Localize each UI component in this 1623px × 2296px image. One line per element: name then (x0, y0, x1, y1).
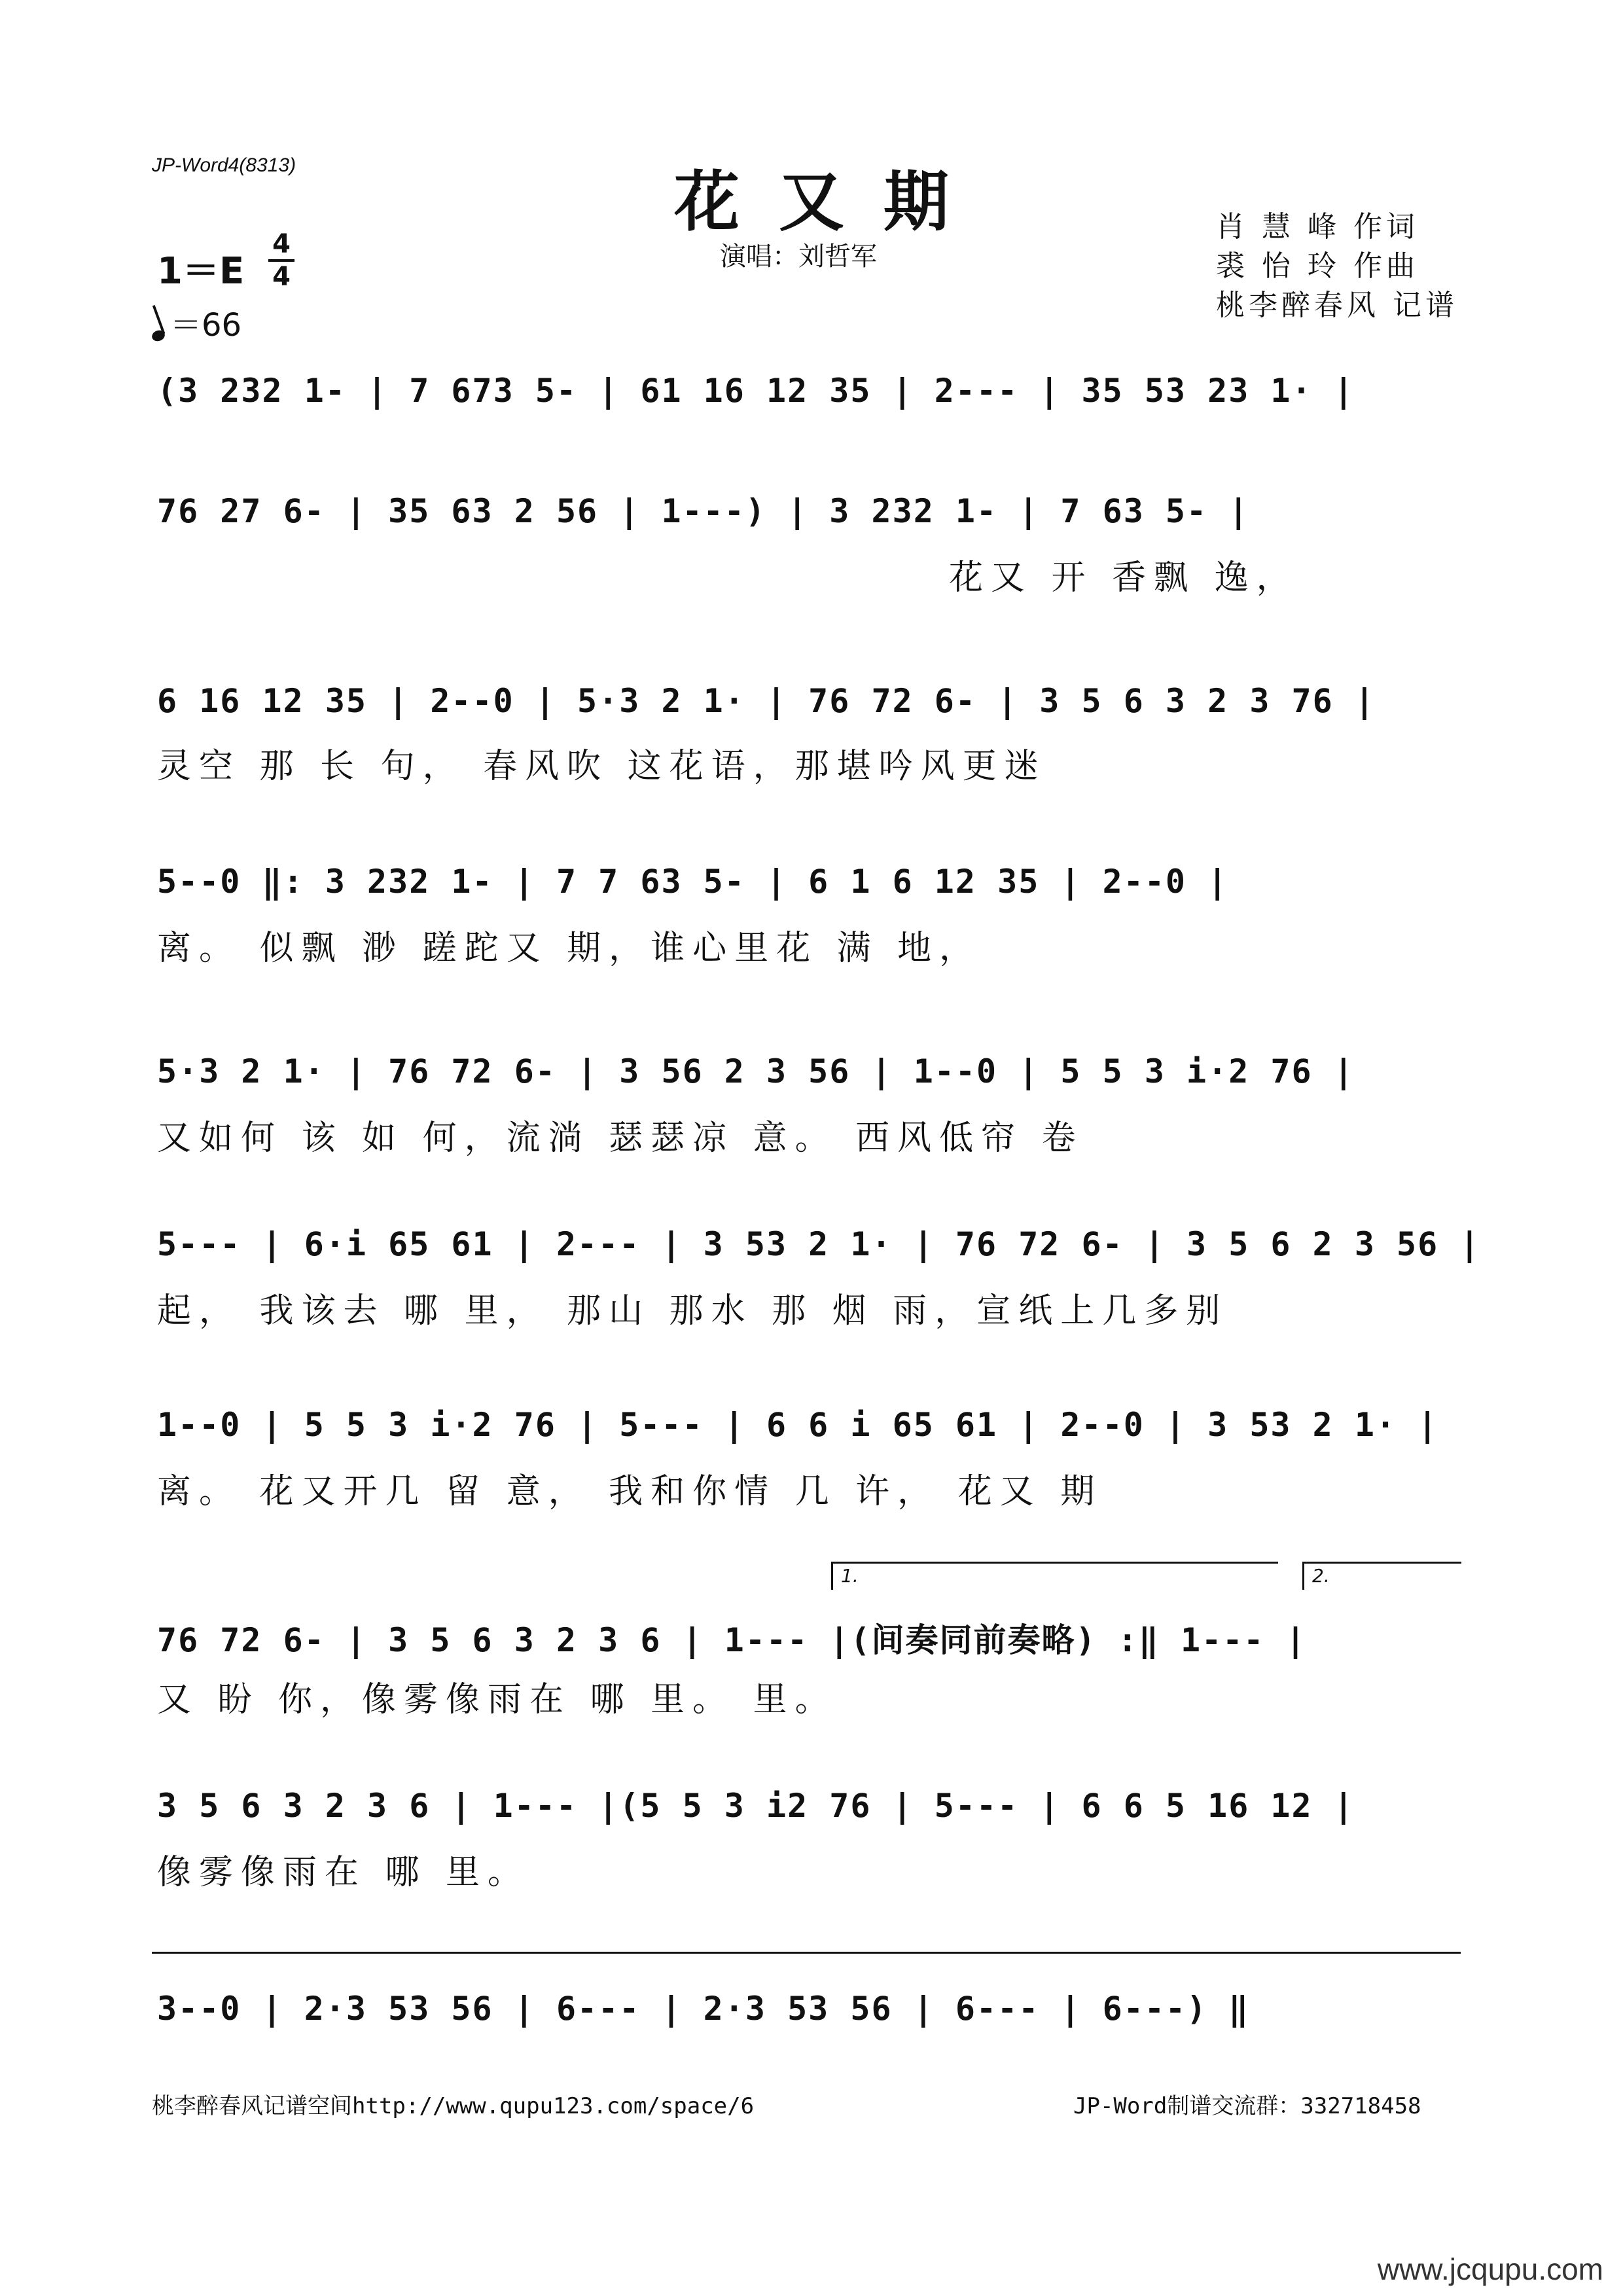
score-line-7-notes: 1--0 | 5 5 3 i·2 76 | 5--- | 6 6 i 65 61 | 2--0 | 3 53 2 1· | (157, 1406, 1439, 1444)
score-line-9-lyrics: 像雾像雨在 哪 里。 (157, 1853, 530, 1892)
score-line-4-notes: 5--0 ‖: 3 232 1- | 7 7 63 5- | 6 1 6 12 35 | 2--0 | (157, 863, 1229, 901)
time-signature-top: 4 (272, 229, 291, 259)
lyricist-credit: 肖 慧 峰 作词 (1216, 210, 1419, 243)
score-line-10-notes: 3--0 | 2·3 53 56 | 6--- | 2·3 53 56 | 6--- | 6---) ‖ (157, 1990, 1250, 2028)
score-line-8-notes: 76 72 6- | 3 5 6 3 2 3 6 | 1--- |(间奏同前奏略) :‖ 1--- | (157, 1621, 1307, 1659)
score-line-6-notes: 5--- | 6·i 65 61 | 2--- | 3 53 2 1· | 76 72 6- | 3 5 6 2 3 56 | (157, 1225, 1481, 1263)
score-line-6-lyrics: 起， 我该去 哪 里， 那山 那水 那 烟 雨，宣纸上几多别 (157, 1291, 1228, 1331)
score-line-9-notes: 3 5 6 3 2 3 6 | 1--- |(5 5 3 i2 76 | 5--- | 6 6 5 16 12 | (157, 1787, 1355, 1825)
tempo-marking (152, 300, 241, 345)
coda-divider-line (152, 1952, 1461, 1954)
score-line-8-lyrics: 又 盼 你，像雾像雨在 哪 里。 里。 (157, 1680, 837, 1719)
time-signature-bottom: 4 (272, 262, 291, 292)
score-line-4-lyrics: 离。 似飘 渺 蹉跎又 期，谁心里花 满 地， (157, 929, 982, 968)
score-line-1-notes: (3 232 1- | 7 673 5- | 61 16 12 35 | 2--- | 35 53 23 1· | (157, 372, 1355, 410)
score-line-2-notes: 76 27 6- | 35 63 2 56 | 1---) | 3 232 1- | 7 63 5- | (157, 492, 1250, 530)
transcriber-credit: 桃李醉春风 记谱 (1216, 289, 1458, 322)
singer-credit: 演唱：刘哲军 (720, 242, 877, 272)
software-label: JP-Word4(8313) (152, 154, 296, 176)
volta-bracket-1 (831, 1562, 1278, 1590)
footer-right: JP-Word制谱交流群：332718458 (1073, 2093, 1421, 2119)
score-line-7-lyrics: 离。 花又开几 留 意， 我和你情 几 许， 花又 期 (157, 1472, 1103, 1511)
score-line-3-lyrics: 灵空 那 长 句， 春风吹 这花语，那堪吟风更迷 (157, 747, 1046, 786)
score-line-3-notes: 6 16 12 35 | 2--0 | 5·3 2 1· | 76 72 6- | 3 5 6 3 2 3 76 | (157, 682, 1376, 720)
volta-bracket-2 (1302, 1562, 1461, 1590)
quarter-note-icon (151, 329, 166, 343)
score-line-2-lyrics: 花又 开 香飘 逸， (949, 558, 1298, 598)
time-signature (268, 230, 294, 291)
score-line-5-lyrics: 又如何 该 如 何，流淌 瑟瑟凉 意。 西风低帘 卷 (157, 1119, 1084, 1158)
tempo-value: ＝66 (170, 307, 242, 344)
song-title: 花又期 (674, 163, 988, 240)
score-line-5-notes: 5·3 2 1· | 76 72 6- | 3 56 2 3 56 | 1--0 | 5 5 3 i·2 76 | (157, 1052, 1355, 1090)
footer-left: 桃李醉春风记谱空间http://www.qupu123.com/space/6 (152, 2093, 755, 2119)
volta-1-label: 1. (841, 1565, 859, 1587)
composer-credit: 裘 怡 玲 作曲 (1216, 249, 1419, 283)
watermark: www.jcqupu.com (1377, 2252, 1603, 2286)
volta-2-label: 2. (1312, 1565, 1330, 1587)
key-signature: 1＝E (157, 250, 245, 293)
